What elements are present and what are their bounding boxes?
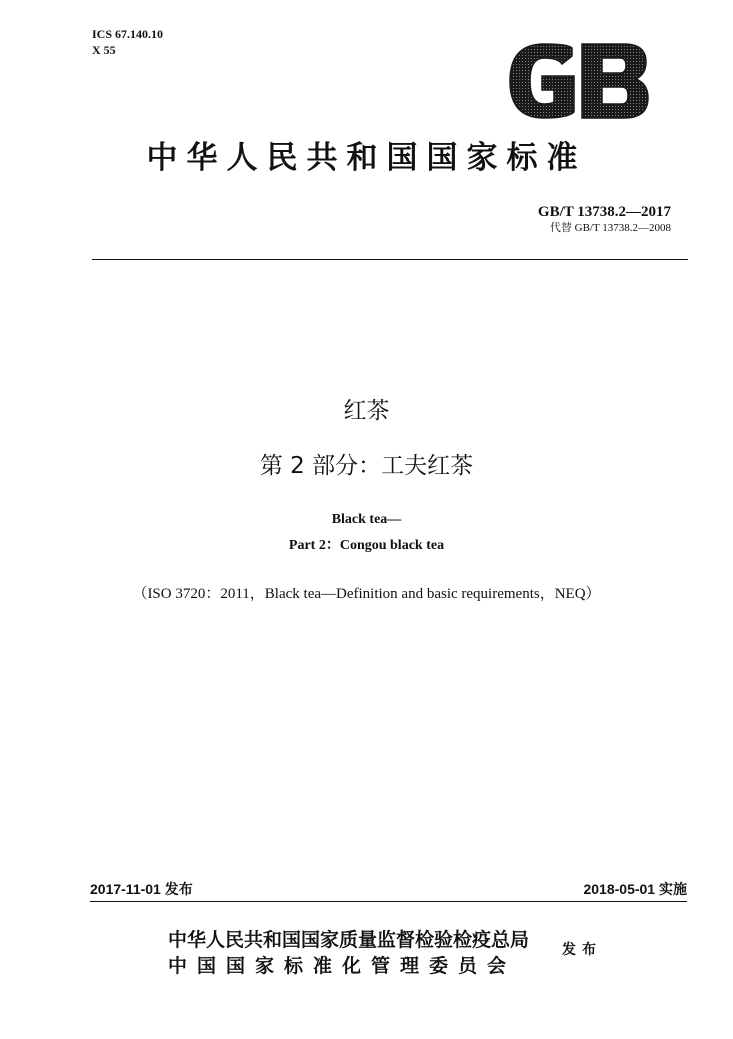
standard-code: GB/T 13738.2—2017 bbox=[537, 204, 671, 220]
gb-logo bbox=[506, 42, 650, 120]
ics-code: ICS 67.140.10 bbox=[92, 27, 164, 41]
logo-letter-b bbox=[582, 44, 648, 118]
iso-equivalence: （ISO 3720：2011，Black tea—Definition and basic requirements，NEQ） bbox=[132, 586, 601, 602]
title-chinese-part: 第 2 部分：工夫红茶 bbox=[259, 453, 474, 479]
title-english-part: Part 2：Congou black tea bbox=[288, 538, 445, 553]
issuer-sac: 中国国家标准化管理委员会 bbox=[168, 955, 517, 977]
logo-letter-g bbox=[510, 44, 574, 118]
header-divider bbox=[92, 259, 688, 260]
implementation-date: 2018-05-01 实施 bbox=[583, 881, 687, 897]
classification-codes bbox=[92, 26, 163, 58]
footer-divider bbox=[90, 901, 687, 902]
supersedes-note: 代替 GB/T 13738.2—2008 bbox=[549, 222, 671, 234]
title-english-main: Black tea— bbox=[331, 512, 402, 527]
publish-label: 发布 bbox=[562, 942, 602, 958]
ccs-code: X 55 bbox=[92, 43, 116, 57]
title-chinese-main: 红茶 bbox=[343, 398, 390, 424]
issuer-aqsiq: 中华人民共和国国家质量监督检验检疫总局 bbox=[168, 929, 530, 951]
standard-code-block bbox=[538, 203, 671, 235]
gb-logo-icon bbox=[506, 42, 650, 120]
issue-date: 2017-11-01 发布 bbox=[90, 881, 193, 897]
standard-title: 中华人民共和国国家标准 bbox=[146, 140, 587, 176]
